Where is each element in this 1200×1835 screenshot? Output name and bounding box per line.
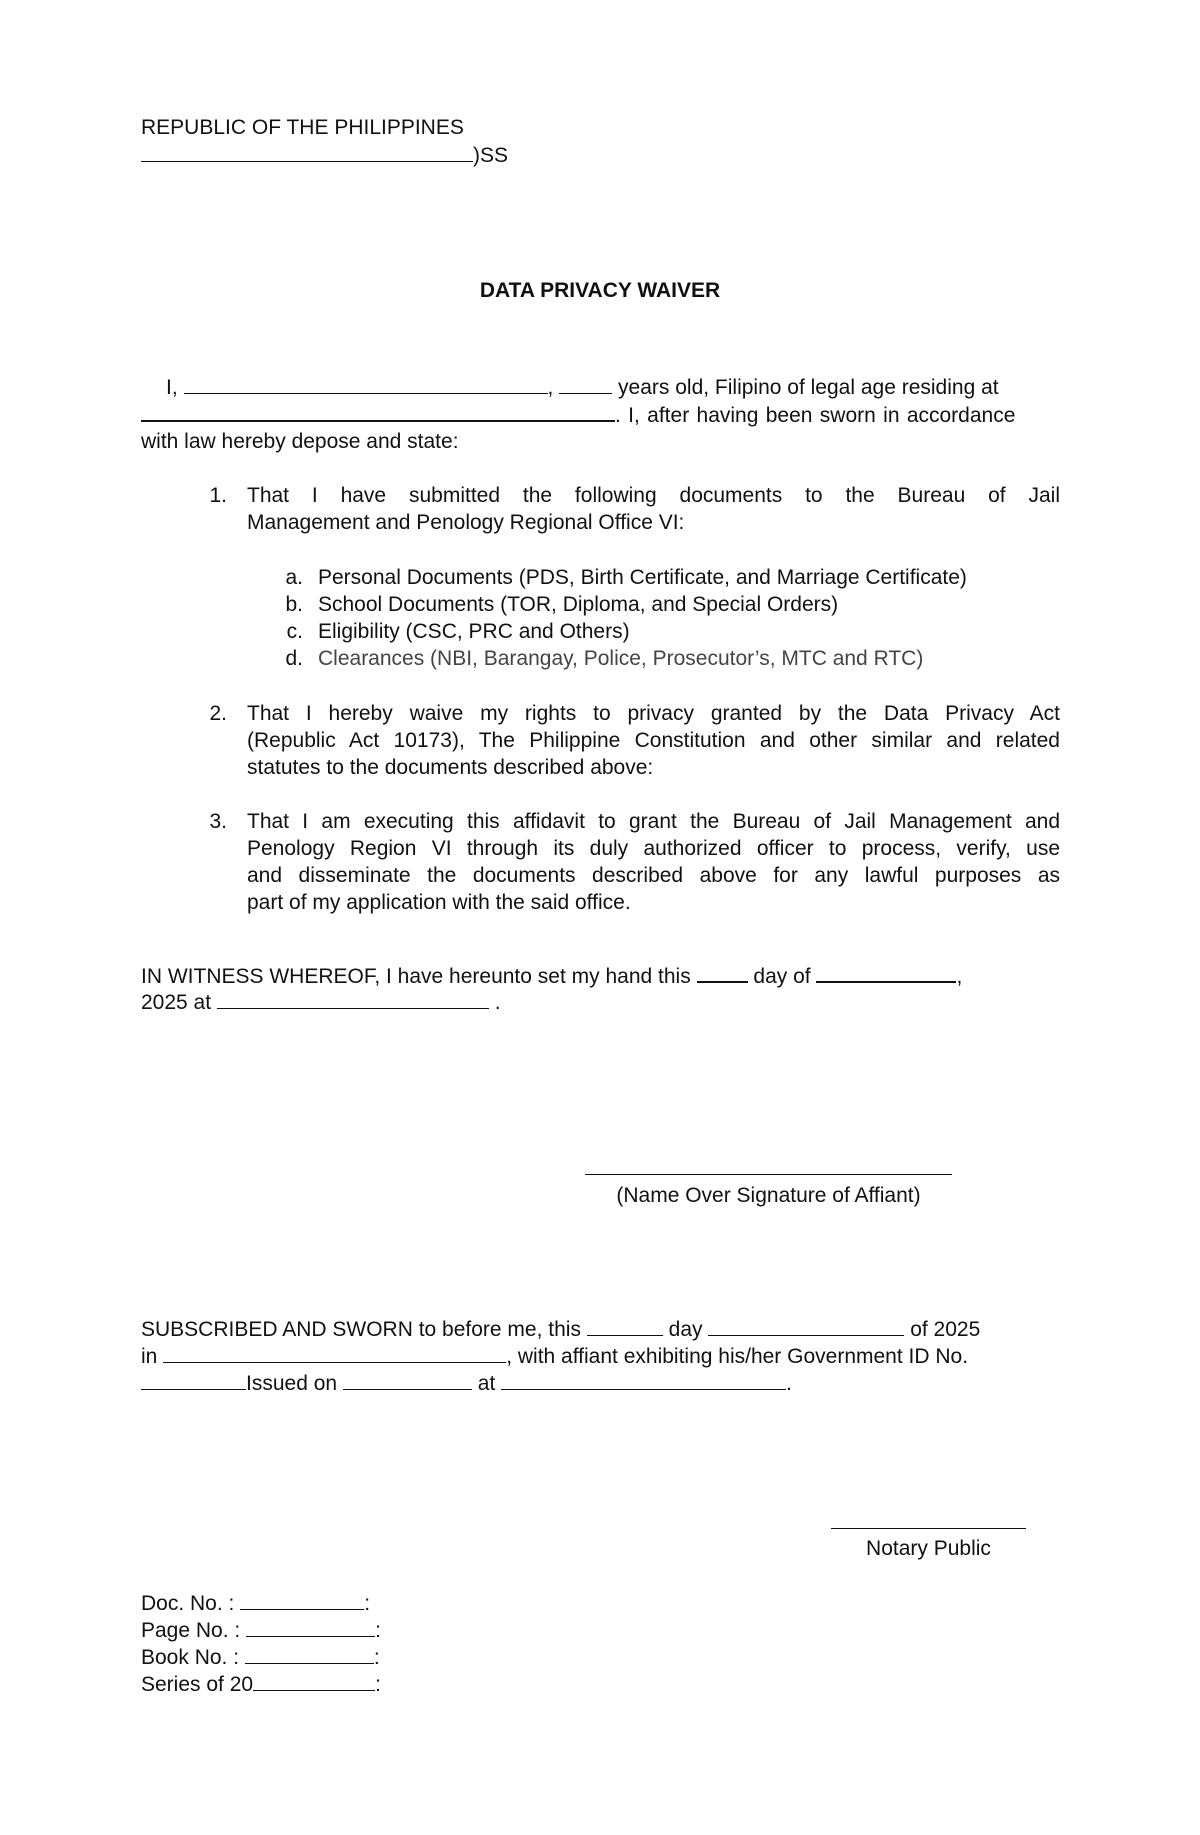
intro-line-1 — [141, 374, 1060, 401]
header-ss: )SS — [473, 144, 509, 167]
item-1-line-1: That I have submitted the following documents to the Bureau of Jail — [247, 484, 1060, 507]
item-1-number: 1. — [209, 484, 227, 507]
intro-line-2 — [141, 401, 1015, 429]
registry-doc-end: : — [364, 1592, 371, 1615]
witness-month-blank — [816, 962, 956, 983]
intro-residing: years old, Filipino of legal age residing at — [618, 376, 999, 399]
item-2-line-2: (Republic Act 10173), The Philippine Constitution and other similar and related — [247, 729, 1060, 752]
header-republic: REPUBLIC OF THE PHILIPPINES — [141, 116, 464, 139]
jurat-line-1 — [141, 1316, 1060, 1343]
registry-book-end: : — [373, 1646, 380, 1669]
subitem-c-text: Eligibility (CSC, PRC and Others) — [318, 620, 630, 643]
jurat-line-3 — [141, 1370, 792, 1397]
jurat-of-year: of 2025 — [910, 1318, 981, 1341]
witness-day-blank — [697, 962, 748, 983]
registry-series-label: Series of 20 — [141, 1673, 254, 1696]
registry-page-no — [141, 1617, 381, 1644]
registry-series-blank — [253, 1671, 375, 1691]
jurat-id-blank — [141, 1370, 246, 1390]
registry-page-end: : — [375, 1619, 381, 1642]
jurat-issued-date-blank — [343, 1370, 472, 1390]
address-blank — [141, 401, 615, 422]
item-3-line-4: part of my application with the said office. — [247, 891, 631, 914]
subitem-d-text: Clearances (NBI, Barangay, Police, Prosecutor’s, MTC and RTC) — [318, 647, 924, 670]
registry-page-blank — [246, 1617, 375, 1637]
intro-line-3: with law hereby depose and state: — [141, 430, 459, 453]
subitem-d-letter: d. — [285, 647, 303, 670]
witness-line-2 — [141, 989, 501, 1016]
item-3-number: 3. — [209, 810, 227, 833]
witness-line-1 — [141, 962, 962, 990]
witness-comma: , — [956, 965, 963, 988]
notary-caption: Notary Public — [866, 1537, 991, 1560]
registry-book-blank — [245, 1644, 374, 1664]
jurat-exhibiting: , with affiant exhibiting his/her Government ID No. — [506, 1345, 969, 1368]
name-blank — [184, 374, 548, 394]
item-3-line-1: That I am executing this affidavit to grant the Bureau of Jail Management and — [247, 810, 1060, 833]
affiant-signature-line — [585, 1174, 952, 1175]
subitem-a-text: Personal Documents (PDS, Birth Certificate, and Marriage Certificate) — [318, 566, 967, 589]
jurat-in: in — [141, 1345, 158, 1368]
notary-signature-line — [831, 1528, 1026, 1529]
jurat-place-blank — [163, 1343, 506, 1363]
header-ss-line — [141, 142, 508, 169]
jurat-month-blank — [708, 1316, 904, 1336]
venue-blank — [141, 142, 473, 162]
item-2-line-1: That I hereby waive my rights to privacy granted by the Data Privacy Act — [247, 702, 1060, 725]
item-3-line-2: Penology Region VI through its duly authorized officer to process, verify, use — [247, 837, 1060, 860]
witness-day-of: day of — [753, 965, 811, 988]
witness-place-blank — [217, 989, 489, 1009]
registry-series-end: : — [375, 1673, 381, 1696]
jurat-issued-on: Issued on — [246, 1372, 338, 1395]
intro-comma: , — [547, 376, 554, 399]
subitem-c-letter: c. — [286, 620, 303, 643]
registry-doc-no — [141, 1590, 370, 1617]
jurat-day-blank — [587, 1316, 663, 1336]
registry-book-no — [141, 1644, 380, 1671]
jurat-subscribed: SUBSCRIBED AND SWORN to before me, this — [141, 1318, 581, 1341]
document-title: DATA PRIVACY WAIVER — [479, 279, 721, 302]
subitem-b-text: School Documents (TOR, Diploma, and Special Orders) — [318, 593, 839, 616]
item-3-line-3: and disseminate the documents described above for any lawful purposes as — [247, 864, 1060, 887]
subitem-a-letter: a. — [285, 566, 303, 589]
intro-i: I, — [166, 376, 178, 399]
jurat-day: day — [668, 1318, 703, 1341]
witness-period: . — [494, 991, 501, 1014]
registry-series — [141, 1671, 381, 1698]
registry-book-label: Book No. : — [141, 1646, 240, 1669]
registry-doc-blank — [240, 1590, 364, 1610]
intro-sworn: . I, after having been sworn in accordance — [615, 404, 1016, 427]
subitem-b-letter: b. — [285, 593, 303, 616]
item-1-line-2: Management and Penology Regional Office VI: — [247, 511, 685, 534]
registry-doc-label: Doc. No. : — [141, 1592, 235, 1615]
registry-page-label: Page No. : — [141, 1619, 241, 1642]
jurat-line-2 — [141, 1343, 1060, 1370]
witness-text: IN WITNESS WHEREOF, I have hereunto set my hand this — [141, 965, 691, 988]
jurat-at: at — [477, 1372, 496, 1395]
jurat-issued-place-blank — [501, 1370, 786, 1390]
jurat-period: . — [786, 1372, 792, 1395]
witness-year-at: 2025 at — [141, 991, 212, 1014]
age-blank — [559, 374, 612, 394]
item-2-line-3: statutes to the documents described above: — [247, 756, 654, 779]
affiant-caption: (Name Over Signature of Affiant) — [616, 1184, 921, 1207]
item-2-number: 2. — [209, 702, 227, 725]
